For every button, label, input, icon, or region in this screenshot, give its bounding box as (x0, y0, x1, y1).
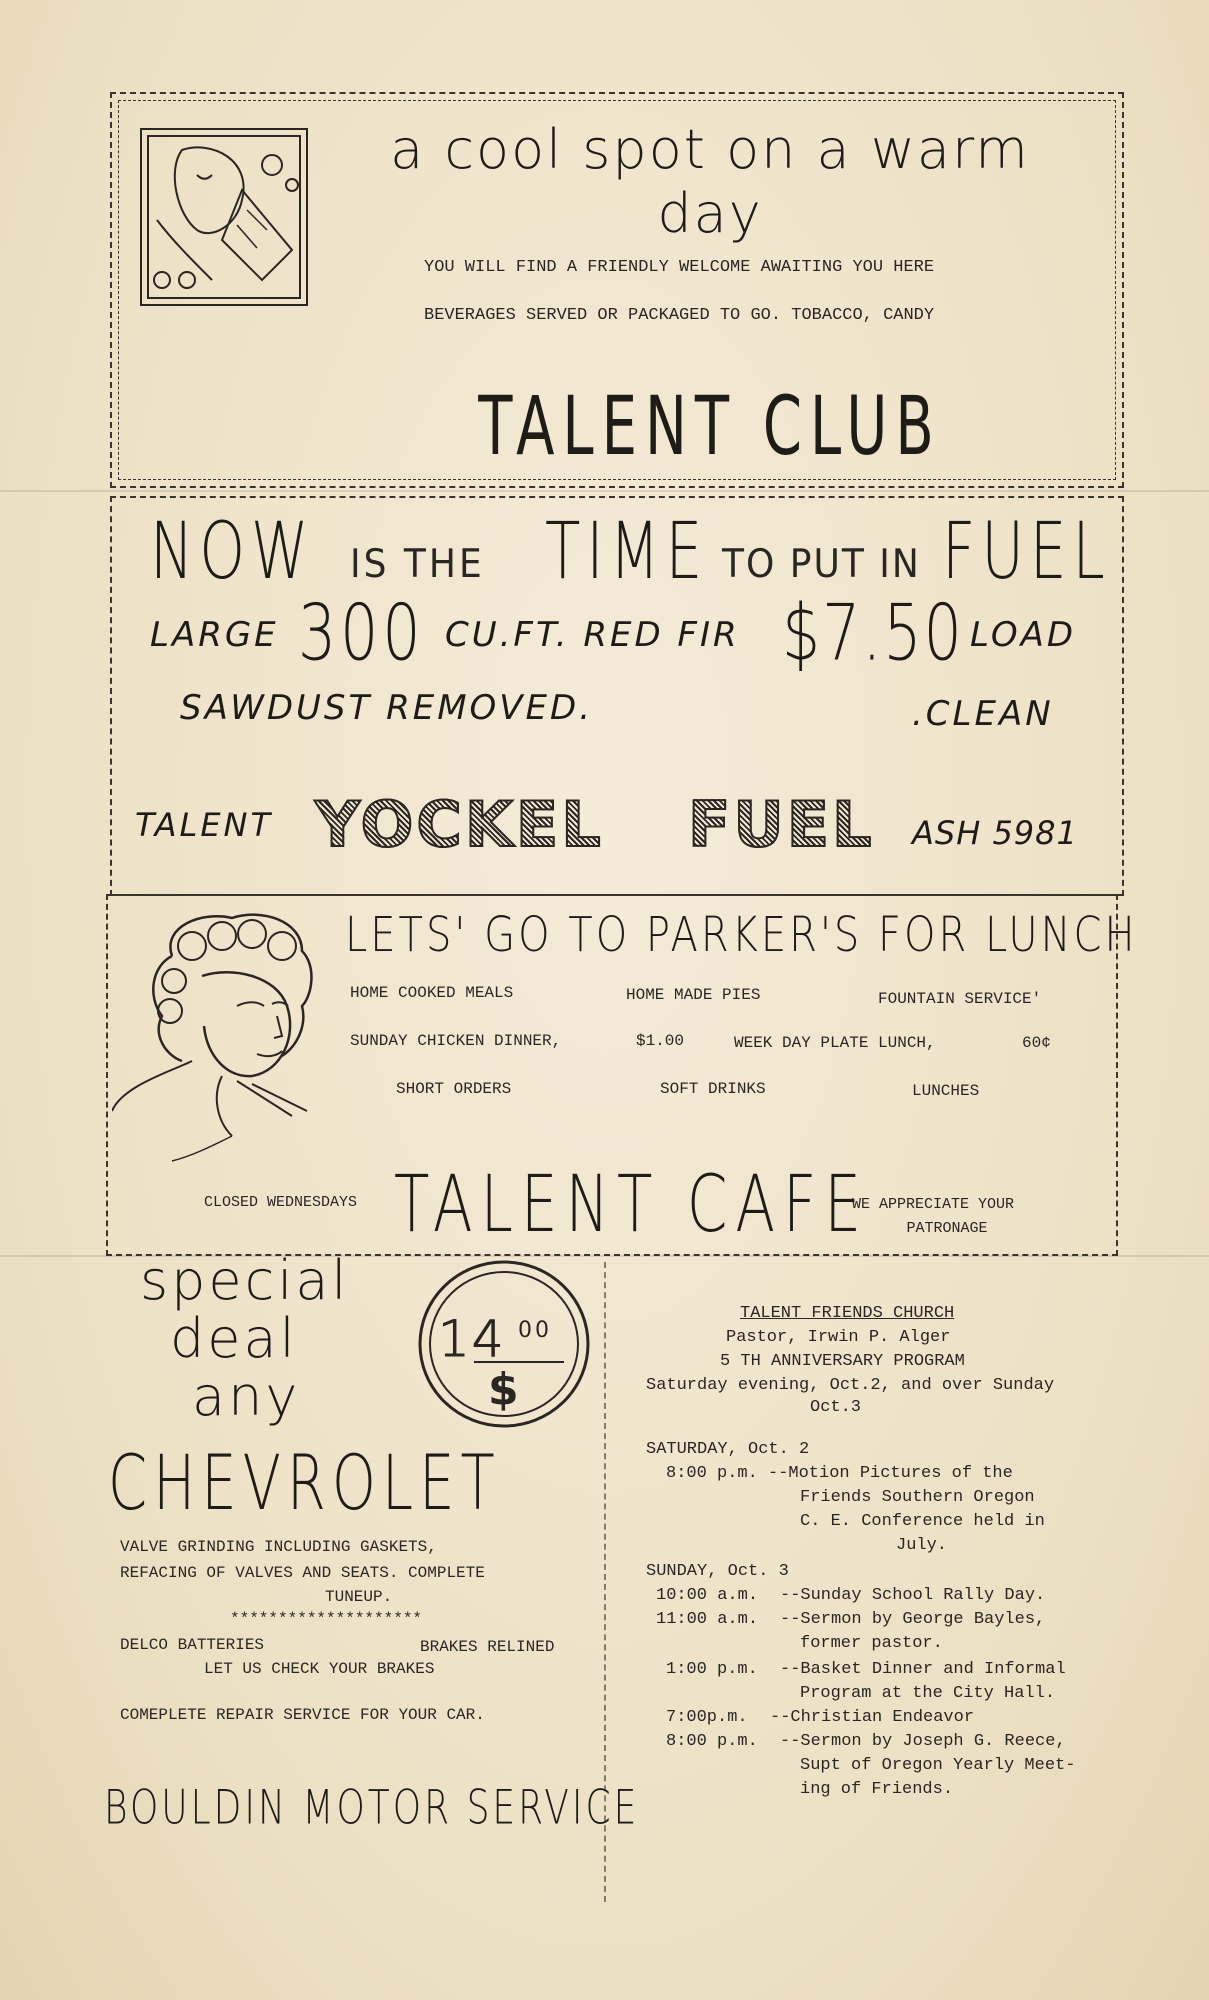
sun2-event-line1: --Sermon by George Bayles, (780, 1610, 1046, 1629)
time-wrap (545, 505, 709, 597)
club-welcome-line: YOU WILL FIND A FRIENDLY WELCOME AWAITING YOU HERE (424, 258, 935, 277)
motor-make: CHEVROLET (108, 1440, 501, 1528)
motor-stars: ******************** (230, 1610, 423, 1628)
motor-check-brakes: LET US CHECK YOUR BRAKES (204, 1660, 435, 1678)
fuel-word-wrap (942, 505, 1111, 597)
fuel-cu-ft: CU.FT. RED FIR (445, 615, 740, 655)
sun5-time: 8:00 p.m. (666, 1732, 758, 1751)
cafe-name-wrap (394, 1158, 869, 1250)
sat-event-line3: C. E. Conference held in (800, 1512, 1045, 1531)
cafe-sunday-dinner: SUNDAY CHICKEN DINNER, (350, 1032, 562, 1050)
now-wrap (150, 505, 314, 595)
woman-drinking-illustration (140, 128, 308, 306)
sat-event-line2: Friends Southern Oregon (800, 1488, 1035, 1507)
club-headline-line1: a cool spot on a warm (390, 118, 1030, 181)
cafe-home-cooked: HOME COOKED MEALS (350, 984, 514, 1002)
cafe-soft-drinks: SOFT DRINKS (660, 1080, 766, 1098)
church-anniversary: 5 TH ANNIVERSARY PROGRAM (720, 1352, 965, 1371)
sun2-event-line2: former pastor. (800, 1634, 943, 1653)
fuel-large: LARGE (150, 615, 279, 655)
seal-price-cents: 00 (518, 1318, 552, 1343)
cafe-headline-wrap (345, 908, 1138, 964)
sun3-event-line1: --Basket Dinner and Informal (780, 1660, 1066, 1679)
motor-desc-line2: REFACING OF VALVES AND SEATS. COMPLETE (120, 1564, 485, 1582)
fuel-quantity: 300 (298, 588, 425, 679)
motor-deal: deal (170, 1307, 298, 1370)
sun5-event-line2: Supt of Oregon Yearly Meet- (800, 1756, 1076, 1775)
cafe-closed-wednesdays: CLOSED WEDNESDAYS (204, 1194, 358, 1211)
club-headline-line2: day (657, 182, 763, 245)
church-pastor: Pastor, Irwin P. Alger (726, 1328, 951, 1347)
seal-price-dollars: 14 (438, 1310, 506, 1368)
fuel-clean: .CLEAN (912, 694, 1054, 734)
fuel-now: NOW (150, 505, 315, 597)
motor-make-wrap (108, 1440, 501, 1528)
sat-time: 8:00 p.m. (666, 1464, 758, 1483)
cafe-short-orders: SHORT ORDERS (396, 1080, 512, 1098)
church-saturday-header: SATURDAY, Oct. 2 (646, 1440, 810, 1459)
motor-desc-line1: VALVE GRINDING INCLUDING GASKETS, (120, 1538, 437, 1556)
cafe-lunches: LUNCHES (912, 1082, 980, 1100)
church-sunday-header: SUNDAY, Oct. 3 (646, 1562, 789, 1581)
motor-name: BOULDIN MOTOR SERVICE (104, 1782, 640, 1836)
motor-name-wrap (104, 1782, 640, 1836)
fuel-phone: ASH 5981 (912, 814, 1078, 852)
sun3-event-line2: Program at the City Hall. (800, 1684, 1056, 1703)
club-name-wrap (340, 380, 1080, 470)
qty-wrap (298, 588, 425, 679)
fuel-time: TIME (545, 505, 709, 597)
cafe-appreciate-line1: WE APPRECIATE YOUR (852, 1196, 1015, 1213)
fuel-fuel-word: FUEL (942, 505, 1111, 597)
cafe-home-made-pies: HOME MADE PIES (626, 986, 761, 1004)
fuel-load: LOAD (970, 615, 1077, 655)
motor-desc-line3: TUNEUP. (325, 1588, 393, 1606)
fuel-brand-fuel: FUEL (688, 788, 875, 861)
church-dates-line1: Saturday evening, Oct.2, and over Sunday (646, 1376, 1055, 1395)
motor-delco: DELCO BATTERIES (120, 1636, 265, 1654)
fold-crease (0, 490, 1209, 492)
cafe-plate-price: 60¢ (1022, 1034, 1051, 1052)
woman-portrait-illustration (112, 906, 352, 1166)
motor-brakes-relined: BRAKES RELINED (420, 1638, 555, 1656)
seal-dollar-sign: $ (488, 1364, 519, 1415)
sun1-event: --Sunday School Rally Day. (780, 1586, 1046, 1605)
cafe-fountain-service: FOUNTAIN SERVICE' (878, 990, 1042, 1008)
cafe-sunday-price: $1.00 (636, 1032, 685, 1050)
club-beverages-line: BEVERAGES SERVED OR PACKAGED TO GO. TOBACCO, CANDY (424, 306, 935, 325)
fuel-yockel: YOCKEL (315, 788, 604, 861)
sun4-time: 7:00p.m. (666, 1708, 748, 1727)
club-name: TALENT CLUB (478, 380, 942, 470)
cafe-plate-lunch: WEEK DAY PLATE LUNCH, (734, 1034, 936, 1052)
sun5-event-line1: --Sermon by Joseph G. Reece, (780, 1732, 1066, 1751)
sat-event-line1: --Motion Pictures of the (768, 1464, 1013, 1483)
fuel-to-put-in: TO PUT IN (722, 541, 921, 588)
sat-event-line4: July. (896, 1536, 948, 1555)
fuel-price: $7.50 (782, 588, 964, 679)
sun3-time: 1:00 p.m. (666, 1660, 758, 1679)
fuel-talent: TALENT (135, 806, 274, 844)
motor-any: any (192, 1365, 301, 1428)
church-dates-line2: Oct.3 (810, 1398, 862, 1417)
cafe-headline: LETS' GO TO PARKER'S FOR LUNCH (345, 908, 1138, 964)
fuel-sawdust: SAWDUST REMOVED. (180, 688, 594, 728)
price-wrap (782, 588, 964, 679)
sun5-event-line3: ing of Friends. (800, 1780, 954, 1799)
sun1-time: 10:00 a.m. (656, 1586, 759, 1605)
price-seal (414, 1256, 594, 1432)
motor-special: special (140, 1249, 350, 1312)
cafe-appreciate-line2: PATRONAGE (906, 1220, 988, 1237)
sun2-time: 11:00 a.m. (656, 1610, 759, 1629)
motor-complete-repair: COMEPLETE REPAIR SERVICE FOR YOUR CAR. (120, 1706, 485, 1724)
sun4-event: --Christian Endeavor (770, 1708, 975, 1727)
fuel-is-the: IS THE (350, 541, 485, 588)
church-title: TALENT FRIENDS CHURCH (740, 1304, 955, 1323)
cafe-name: TALENT CAFE (394, 1158, 869, 1250)
